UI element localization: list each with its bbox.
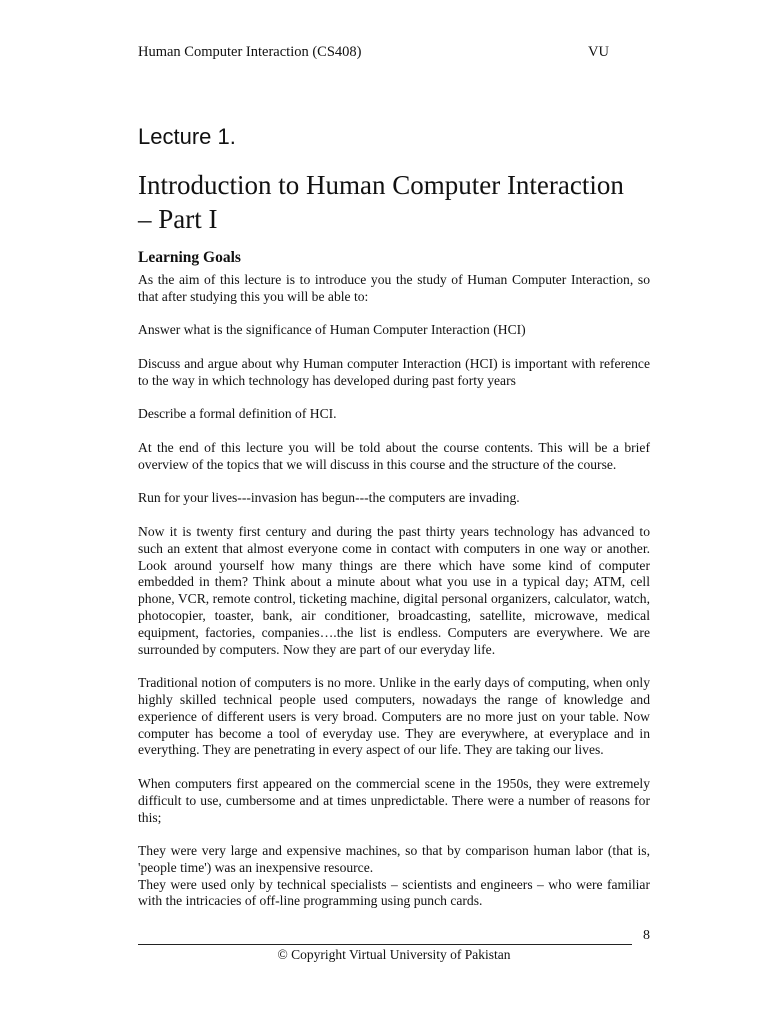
paragraph: At the end of this lecture you will be told about the course contents. This will be a brief overview of the topics that we will discuss in this course and the structure of the course.	[138, 439, 650, 472]
lecture-title	[138, 168, 658, 236]
paragraph: As the aim of this lecture is to introduce you the study of Human Computer Interaction, so that after studying this you will be able to:	[138, 272, 650, 304]
title-line-1: Introduction to Human Computer Interaction	[138, 170, 624, 200]
paragraph: They were very large and expensive machines, so that by comparison human labor (that is, 'people time') was an inexpensive resource.	[138, 843, 650, 875]
footer-divider	[138, 944, 632, 945]
page-number: 8	[643, 928, 650, 943]
paragraph: Answer what is the significance of Human Computer Interaction (HCI)	[138, 322, 526, 338]
course-title: Human Computer Interaction (CS408)	[138, 44, 362, 60]
body-text	[138, 248, 650, 910]
paragraph: Run for your lives---invasion has begun---the computers are invading.	[138, 490, 520, 506]
copyright-footer: © Copyright Virtual University of Pakistan	[277, 947, 511, 962]
paragraph: They were used only by technical specialists – scientists and engineers – who were familiar with the intricacies of off-line programming using punch cards.	[138, 876, 650, 909]
paragraph: Describe a formal definition of HCI.	[138, 406, 337, 422]
institution-abbrev: VU	[588, 44, 609, 60]
section-heading: Learning Goals	[138, 249, 241, 266]
paragraph: Traditional notion of computers is no more. Unlike in the early days of computing, when only highly skilled technical people used computers, nowadays the range of knowledge and experience of different users is very broad. Computers are no more just on your table. Now computer has become a tool of everyday use. They are everywhere, at everyplace and in everything. They are penetrating in every aspect of our life. They are taking our lives.	[138, 675, 650, 758]
title-line-2: – Part I	[138, 204, 218, 234]
paragraph: Now it is twenty first century and during the past thirty years technology has advanced to such an extent that almost everyone come in contact with computers in one way or another. Look around yourself how many things are there which have some kind of computer embedded in them? Think about a minute about what you use in a typical day; ATM, cell phone, VCR, remote control, ticketing machine, digital personal organizers, calculator, watch, photocopier, toaster, bank, air conditioner, broadcasting, satellite, microwave, medical equipment, factories, companies….the list is endless. Computers are everywhere. We are surrounded by computers. Now they are part of our everyday life.	[138, 523, 650, 657]
paragraph: Discuss and argue about why Human computer Interaction (HCI) is important with reference to the way in which technology has developed during past forty years	[138, 355, 650, 388]
paragraph: When computers first appeared on the commercial scene in the 1950s, they were extremely difficult to use, cumbersome and at times unpredictable. There were a number of reasons for this;	[138, 775, 650, 825]
lecture-label: Lecture 1.	[138, 124, 236, 149]
